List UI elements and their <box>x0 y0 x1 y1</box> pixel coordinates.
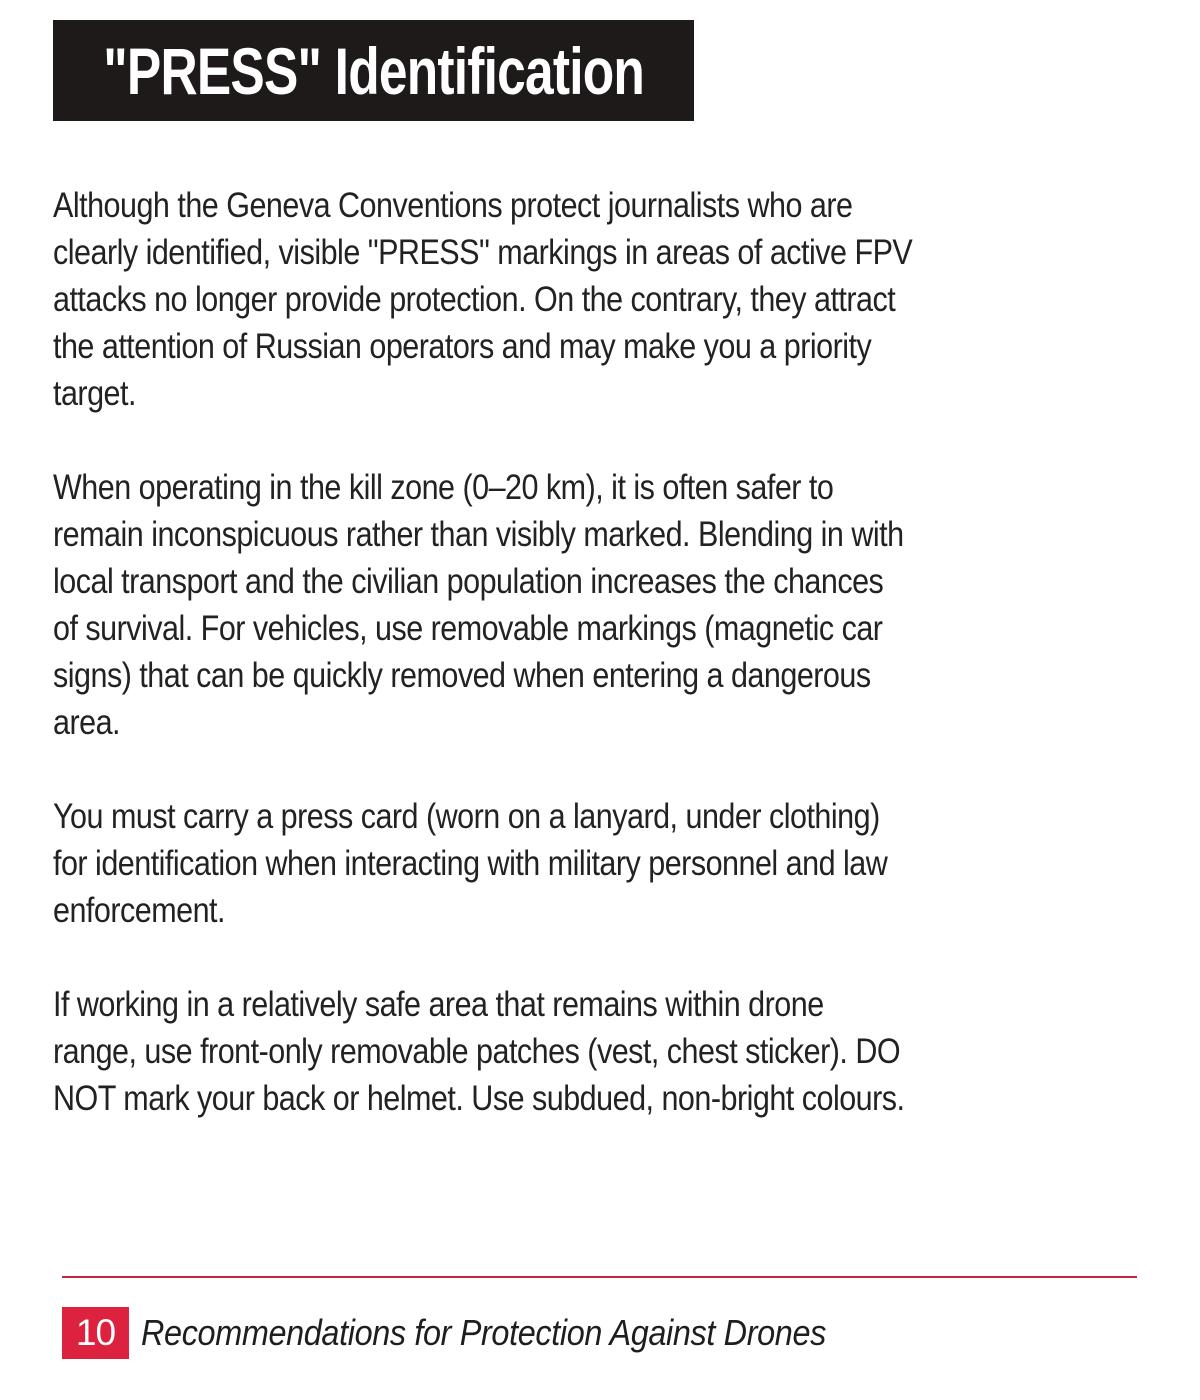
text-line: When operating in the kill zone (0–20 km), it is often safer to <box>53 467 834 507</box>
text-line: remain inconspicuous rather than visibly marked. Blending in with <box>53 514 904 554</box>
section-title: "PRESS" Identification <box>103 33 644 108</box>
text-line: signs) that can be quickly removed when entering a dangerous <box>53 655 871 695</box>
text-line: the attention of Russian operators and may make you a priority <box>53 326 872 366</box>
paragraph-press-markings <box>53 182 1153 417</box>
page-footer <box>62 1307 902 1359</box>
text-line: area. <box>53 702 121 742</box>
paragraph-safe-area <box>53 981 1153 1122</box>
text-line: If working in a relatively safe area that remains within drone <box>53 984 824 1024</box>
text-line: local transport and the civilian population increases the chances <box>53 561 884 601</box>
text-line: target. <box>53 373 136 413</box>
section-title-banner <box>53 20 694 121</box>
text-line: clearly identified, visible "PRESS" markings in areas of active FPV <box>53 232 913 272</box>
paragraph-press-card <box>53 793 1153 934</box>
text-line: range, use front-only removable patches (vest, chest sticker). DO <box>53 1031 901 1071</box>
text-line: for identification when interacting with military personnel and law <box>53 843 888 883</box>
page-number-badge: 10 <box>62 1307 129 1359</box>
body-content <box>53 182 1153 1169</box>
text-line: attacks no longer provide protection. On the contrary, they attract <box>53 279 896 319</box>
footer-divider <box>62 1276 1137 1278</box>
document-title: Recommendations for Protection Against Drones <box>141 1312 826 1353</box>
paragraph-kill-zone <box>53 464 1153 746</box>
text-line: You must carry a press card (worn on a lanyard, under clothing) <box>53 796 880 836</box>
text-line: enforcement. <box>53 890 225 930</box>
text-line: NOT mark your back or helmet. Use subdued, non-bright colours. <box>53 1078 905 1118</box>
text-line: of survival. For vehicles, use removable markings (magnetic car <box>53 608 883 648</box>
text-line: Although the Geneva Conventions protect journalists who are <box>53 185 853 225</box>
